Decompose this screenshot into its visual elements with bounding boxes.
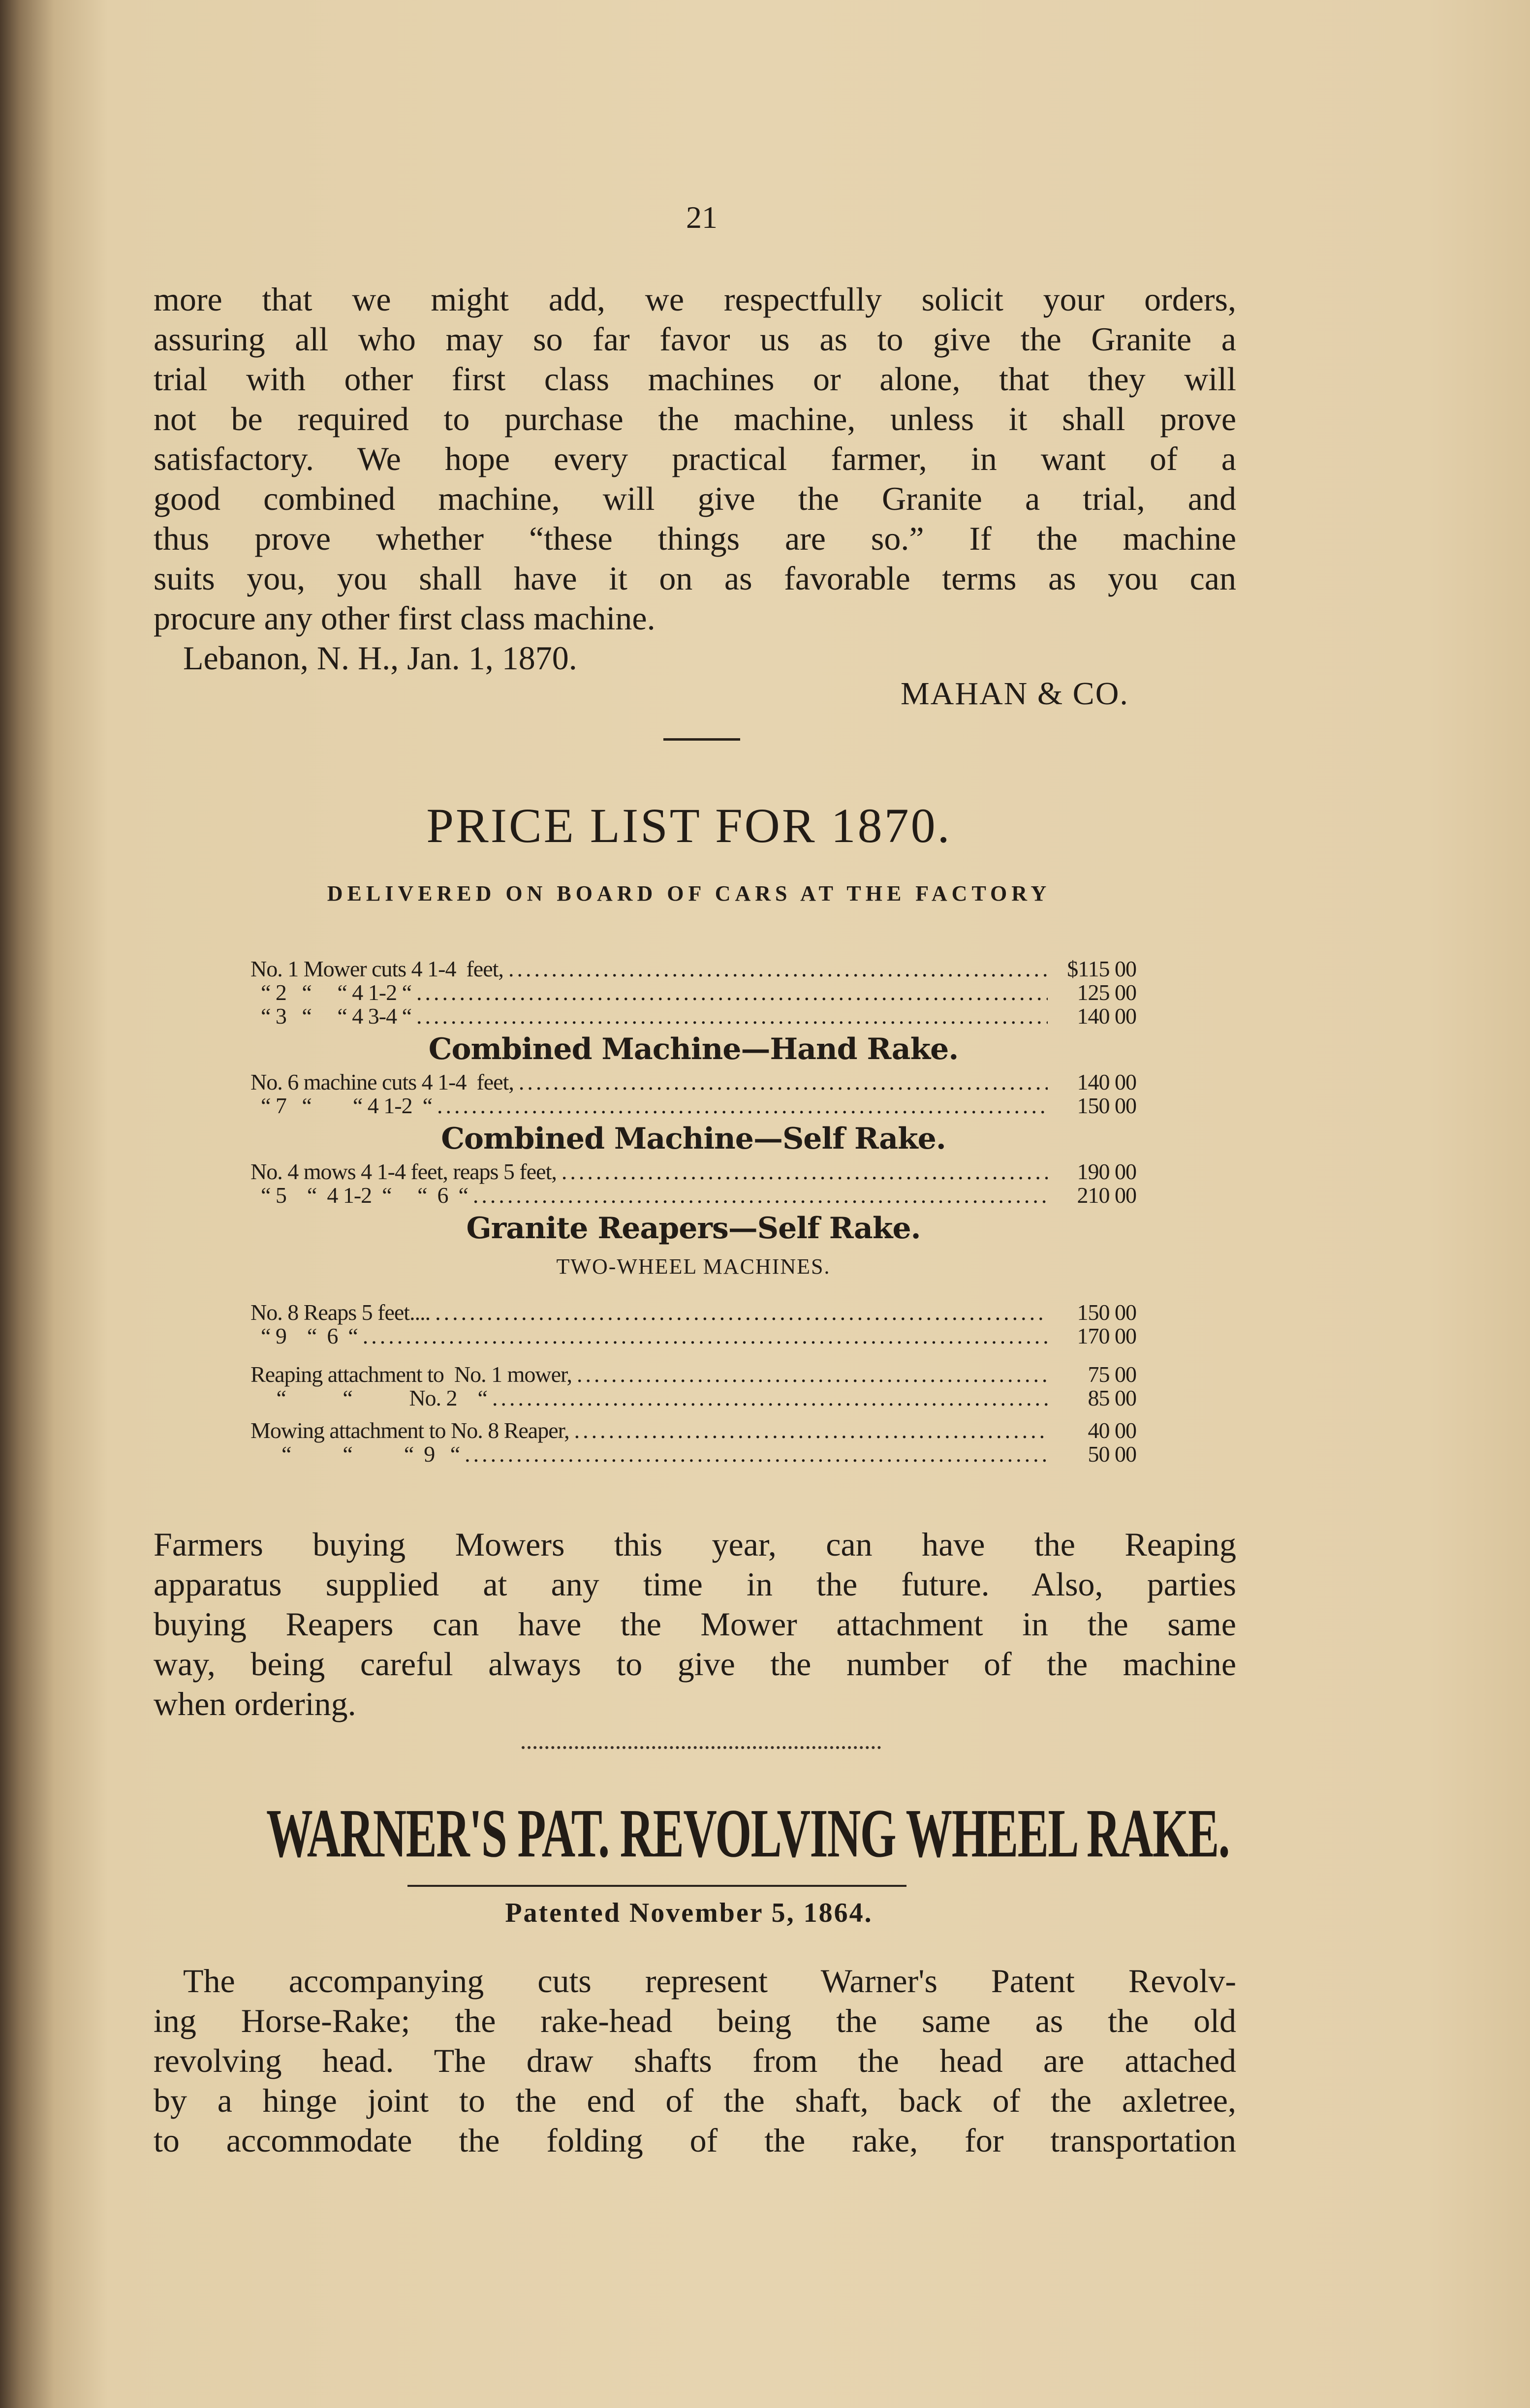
price-row (250, 1386, 1136, 1410)
ornamental-divider (522, 1746, 881, 1755)
item-price: 140 00 (1077, 1003, 1136, 1029)
text-line: ing Horse-Rake; the rake-head being the same as the old (154, 2002, 1236, 2039)
price-list-title: PRICE LIST FOR 1870. (426, 798, 952, 853)
signature: MAHAN & CO. (901, 676, 1129, 712)
section-subheading: TWO-WHEEL MACHINES. (556, 1254, 831, 1279)
text-line: trial with other first class machines or alone, that they will (154, 360, 1236, 398)
section-title: WARNER'S PAT. REVOLVING WHEEL RAKE. (266, 1794, 1229, 1872)
text-line: not be required to purchase the machine, unless it shall prove (154, 400, 1236, 438)
item-label: “ 5 “ 4 1-2 “ “ 6 “ (250, 1183, 468, 1208)
text-line: good combined machine, will give the Granite a trial, and (154, 480, 1236, 517)
text-line: satisfactory. We hope every practical farmer, in want of a (154, 440, 1236, 477)
price-row (250, 1301, 1136, 1324)
price-row (250, 1070, 1136, 1094)
item-price: 75 00 (1088, 1362, 1136, 1387)
item-price: 150 00 (1077, 1093, 1136, 1118)
item-label: No. 4 mows 4 1-4 feet, reaps 5 feet, (250, 1159, 557, 1184)
text-line: more that we might add, we respectfully solicit your orders, (154, 281, 1236, 318)
intro-paragraph (154, 280, 1236, 678)
item-price: 170 00 (1077, 1323, 1136, 1348)
text-line: assuring all who may so far favor us as to give the Granite a (154, 320, 1236, 358)
text-line: by a hinge joint to the end of the shaft, back of the axletree, (154, 2082, 1236, 2119)
item-label: “ 3 “ “ 4 3-4 “ (250, 1003, 411, 1029)
price-row (250, 1442, 1136, 1466)
text-line: to accommodate the folding of the rake, for transportation (154, 2122, 1236, 2159)
text-line: way, being careful always to give the number of the machine (154, 1645, 1236, 1683)
farmers-paragraph (154, 1525, 1236, 1724)
text-line: when ordering. (154, 1685, 356, 1722)
price-row (250, 957, 1136, 981)
divider-rule (663, 738, 740, 741)
section-heading: Combined Machine—Self Rake. (441, 1122, 946, 1156)
item-label: Mowing attachment to No. 8 Reaper, (250, 1418, 569, 1443)
item-label: “ 2 “ “ 4 1-2 “ (250, 980, 411, 1005)
text-line: The accompanying cuts represent Warner's Patent Revolv- (183, 1962, 1236, 2000)
item-label: “ 7 “ “ 4 1-2 “ (250, 1093, 432, 1118)
item-price: $115 00 (1067, 956, 1136, 981)
text-line: suits you, you shall have it on as favorable terms as you can (154, 560, 1236, 597)
item-price: 210 00 (1077, 1183, 1136, 1208)
text-line: buying Reapers can have the Mower attachment in the same (154, 1605, 1236, 1643)
item-price: 140 00 (1077, 1069, 1136, 1095)
text-line: thus prove whether “these things are so.” If the machine (154, 520, 1236, 557)
section-heading: Granite Reapers—Self Rake. (466, 1211, 921, 1246)
item-price: 40 00 (1088, 1418, 1136, 1443)
price-row (250, 1160, 1136, 1184)
text-line: apparatus supplied at any time in the future. Also, parties (154, 1565, 1236, 1603)
divider-rule (407, 1885, 906, 1887)
item-label: “ “ No. 2 “ (250, 1385, 487, 1410)
price-row (250, 1324, 1136, 1348)
item-price: 50 00 (1088, 1441, 1136, 1467)
price-list-subtitle: DELIVERED ON BOARD OF CARS AT THE FACTORY (327, 881, 1051, 906)
dateline: Lebanon, N. H., Jan. 1, 1870. (183, 639, 577, 677)
text-line: Farmers buying Mowers this year, can have the Reaping (154, 1526, 1236, 1563)
price-row (250, 1094, 1136, 1118)
text-line: procure any other first class machine. (154, 599, 656, 637)
patent-date: Patented November 5, 1864. (505, 1898, 873, 1928)
price-row (250, 1363, 1136, 1386)
item-price: 85 00 (1088, 1385, 1136, 1410)
warner-paragraph (154, 1961, 1236, 2160)
section-heading: Combined Machine—Hand Rake. (428, 1032, 959, 1066)
price-row (250, 981, 1136, 1004)
item-label: No. 1 Mower cuts 4 1-4 feet, (250, 956, 503, 981)
item-price: 150 00 (1077, 1300, 1136, 1325)
item-label: “ “ “ 9 “ (250, 1441, 460, 1467)
page-number: 21 (686, 200, 718, 235)
price-row (250, 1184, 1136, 1207)
price-list (250, 957, 1136, 1466)
item-label: Reaping attachment to No. 1 mower, (250, 1362, 572, 1387)
price-row (250, 1419, 1136, 1442)
text-line: revolving head. The draw shafts from the head are attached (154, 2042, 1236, 2079)
item-label: No. 6 machine cuts 4 1-4 feet, (250, 1069, 514, 1095)
item-label: No. 8 Reaps 5 feet.... (250, 1300, 431, 1325)
item-price: 190 00 (1077, 1159, 1136, 1184)
price-row (250, 1004, 1136, 1028)
item-label: “ 9 “ 6 “ (250, 1323, 358, 1348)
item-price: 125 00 (1077, 980, 1136, 1005)
